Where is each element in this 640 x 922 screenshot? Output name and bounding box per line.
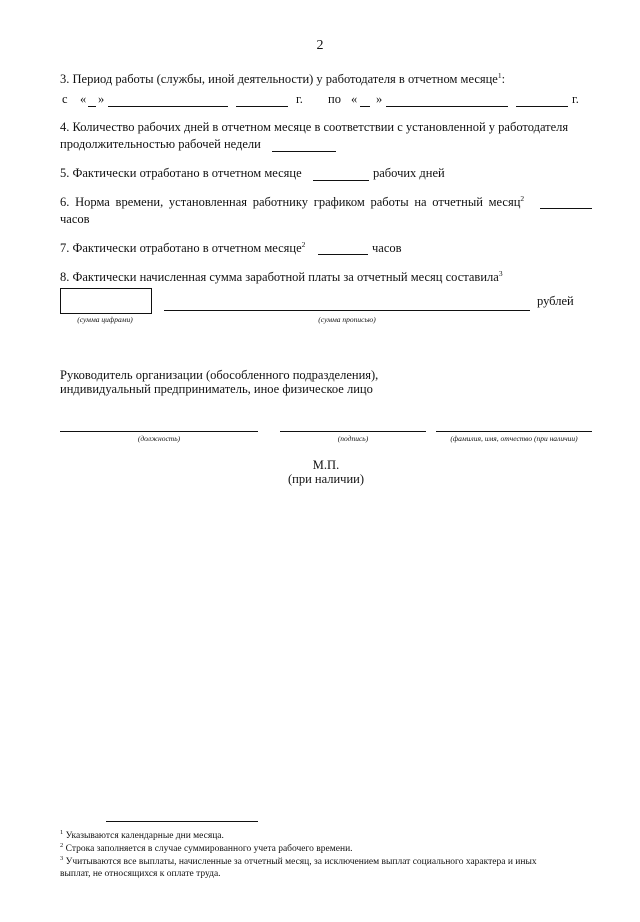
signer-line-2: индивидуальный предприниматель, иное физическое лицо [60,382,373,396]
item-5-suffix: рабочих дней [373,166,445,180]
amount-words-field[interactable] [164,310,530,311]
year-from-field[interactable] [236,106,288,107]
footnote-2 [60,843,353,856]
item-3-text [60,72,505,87]
year-to-suffix: г. [572,92,579,106]
month-to-field[interactable] [386,106,508,107]
footnote-1-mark: 1 [60,828,64,836]
footnote-1-text: Указываются календарные дни месяца. [65,831,224,841]
item-3-label: 3. Период работы (службы, иной деятельности) у работодателя в отчетном месяце [60,72,498,86]
signature-field[interactable] [280,431,426,432]
caption-position: (должность) [137,434,181,443]
stamp-label: М.П. [312,458,340,472]
footnote-ref-1: 1 [497,70,502,80]
footnote-separator [106,821,258,822]
day-to-field[interactable] [360,106,370,107]
hours-norm-field[interactable] [540,208,592,209]
day-from-field[interactable] [88,106,96,107]
quote-open-2: « [351,92,358,106]
position-field[interactable] [60,431,258,432]
quote-close-2: » [376,92,383,106]
footnote-2-text: Строка заполняется в случае суммированного учета рабочего времени. [65,844,353,854]
footnote-3 [60,856,537,869]
footnote-ref-3: 3 [498,268,503,278]
caption-amount-digits: (сумма цифрами) [77,315,133,324]
amount-digits-box[interactable] [60,288,152,314]
stamp-note: (при наличии) [287,472,365,486]
item-4-line-1: 4. Количество рабочих дней в отчетном месяце в соответствии с установленной у работодателя [60,120,569,134]
page-number: 2 [316,38,324,53]
item-5-text: 5. Фактически отработано в отчетном месяце [60,166,302,180]
date-from-prefix: с [62,92,68,106]
year-from-suffix: г. [296,92,303,106]
footnote-3-continued: выплат, не относящихся к оплате труда. [60,869,221,879]
quote-close-1: » [98,92,105,106]
item-7-text [60,241,305,256]
working-days-norm-field[interactable] [272,151,336,152]
footnote-1 [60,830,224,843]
signer-line-1: Руководитель организации (обособленного подразделения), [60,368,379,382]
footnote-ref-2b: 2 [301,239,306,249]
item-8-text [60,270,503,285]
item-8-label: 8. Фактически начисленная сумма заработной платы за отчетный месяц составила [60,270,499,284]
item-6-label: 6. Норма времени, установленная работнику графиком работы на отчетный месяц [60,195,521,209]
footnote-3-text: Учитываются все выплаты, начисленные за отчетный месяц, за исключением выплат социального характера и иных [65,857,537,867]
worked-days-field[interactable] [313,180,369,181]
currency-label: рублей [537,294,574,308]
item-4-line-2: продолжительностью рабочей недели [60,137,261,151]
worked-hours-field[interactable] [318,254,368,255]
full-name-field[interactable] [436,431,592,432]
caption-full-name: (фамилия, имя, отчество (при наличии) [450,434,578,443]
footnote-3-mark: 3 [60,854,64,862]
date-to-prefix: по [328,92,341,106]
item-7-suffix: часов [372,241,402,255]
caption-amount-words: (сумма прописью) [318,315,376,324]
caption-signature: (подпись) [337,434,369,443]
month-from-field[interactable] [108,106,228,107]
item-7-label: 7. Фактически отработано в отчетном месяце [60,241,302,255]
footnote-ref-2a: 2 [520,193,525,203]
item-6-text [60,195,524,210]
footnote-2-mark: 2 [60,841,64,849]
year-to-field[interactable] [516,106,568,107]
item-3-colon: : [501,72,506,86]
quote-open-1: « [80,92,87,106]
item-6-line-2: часов [60,212,90,226]
